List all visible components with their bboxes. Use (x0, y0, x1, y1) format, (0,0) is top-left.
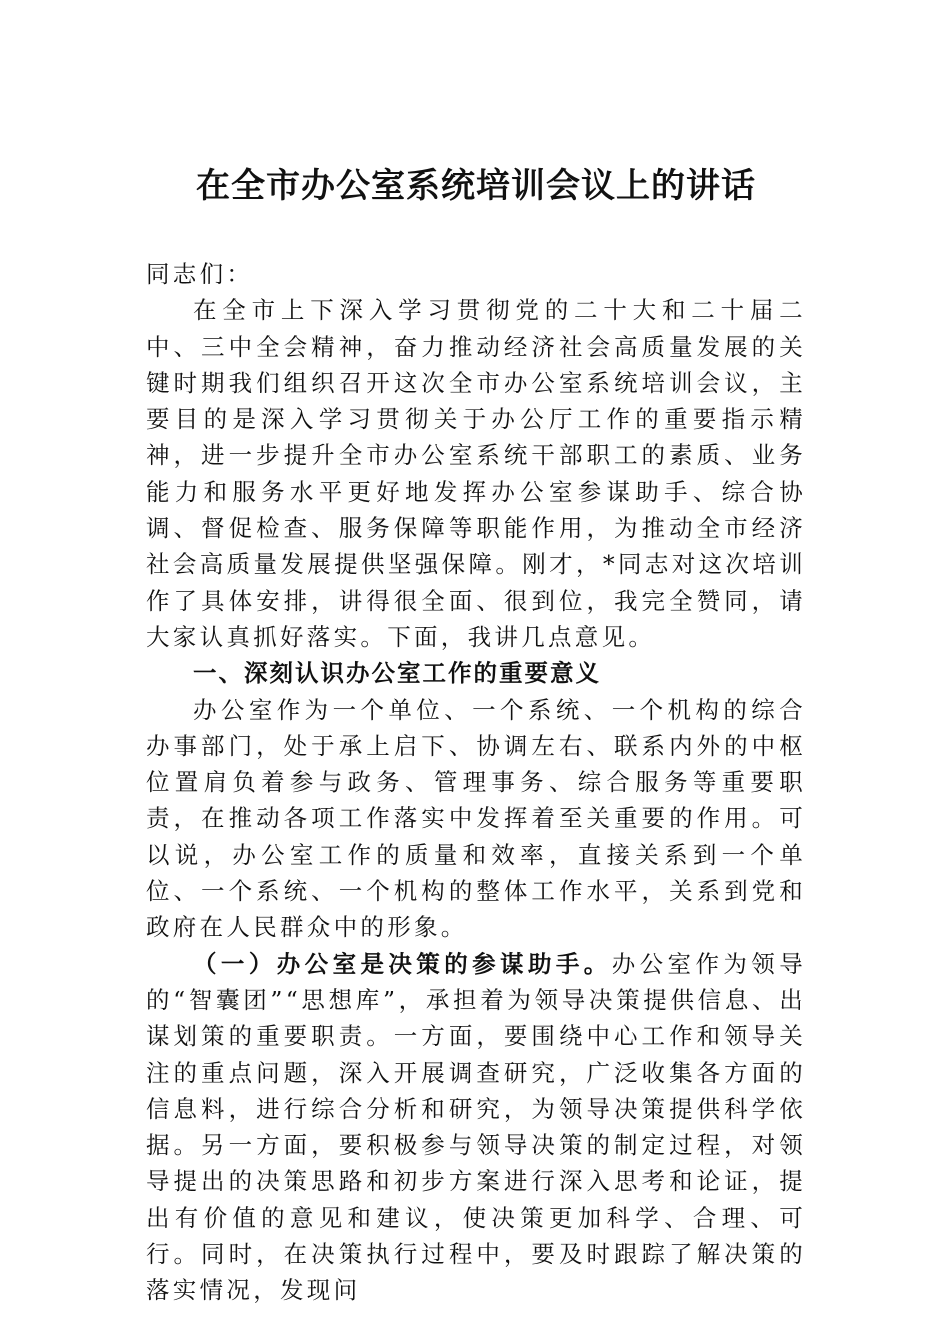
greeting: 同志们： (146, 260, 254, 288)
subsection-lead: （一）办公室是决策的参谋助手。 (193, 949, 612, 978)
intro-paragraph: 在全市上下深入学习贯彻党的二十大和二十届二中、三中全会精神，奋力推动经济社会高质量发展的关键时期我们组织召开这次全市办公室系统培训会议，主要目的是深入学习贯彻关于办公厅工作的重要指示精神，进一步提升全市办公室系统干部职工的素质、业务能力和服务水平更好地发挥办公室参谋助手、综合协调、督促检查、服务保障等职能作用，为推动全市经济社会高质量发展提供坚强保障。刚才，*同志对这次培训作了具体安排，讲得很全面、很到位，我完全赞同，请大家认真抓好落实。下面，我讲几点意见。 (146, 296, 806, 651)
section-paragraph: 办公室作为一个单位、一个系统、一个机构的综合办事部门，处于承上启下、协调左右、联系内外的中枢位置肩负着参与政务、管理事务、综合服务等重要职责，在推动各项工作落实中发挥着至关重要的作用。可以说，办公室工作的质量和效率，直接关系到一个单位、一个系统、一个机构的整体工作水平，关系到党和政府在人民群众中的形象。 (146, 695, 806, 942)
document-body (146, 256, 806, 1309)
subsection-text: 办公室作为领导的“智囊团”“思想库”，承担着为领导决策提供信息、出谋划策的重要职责。一方面，要围绕中心工作和领导关注的重点问题，深入开展调查研究，广泛收集各方面的信息料，进行综合分析和研究，为领导决策提供科学依据。另一方面，要积极参与领导决策的制定过程，对领导提出的决策思路和初步方案进行深入思考和论证，提出有价值的意见和建议，使决策更加科学、合理、可行。同时，在决策执行过程中，要及时跟踪了解决策的落实情况，发现问 (146, 949, 807, 1305)
subsection-paragraph (146, 946, 806, 1309)
section-heading: 一、深刻认识办公室工作的重要意义 (193, 659, 601, 688)
page-title: 在全市办公室系统培训会议上的讲话 (196, 166, 756, 206)
